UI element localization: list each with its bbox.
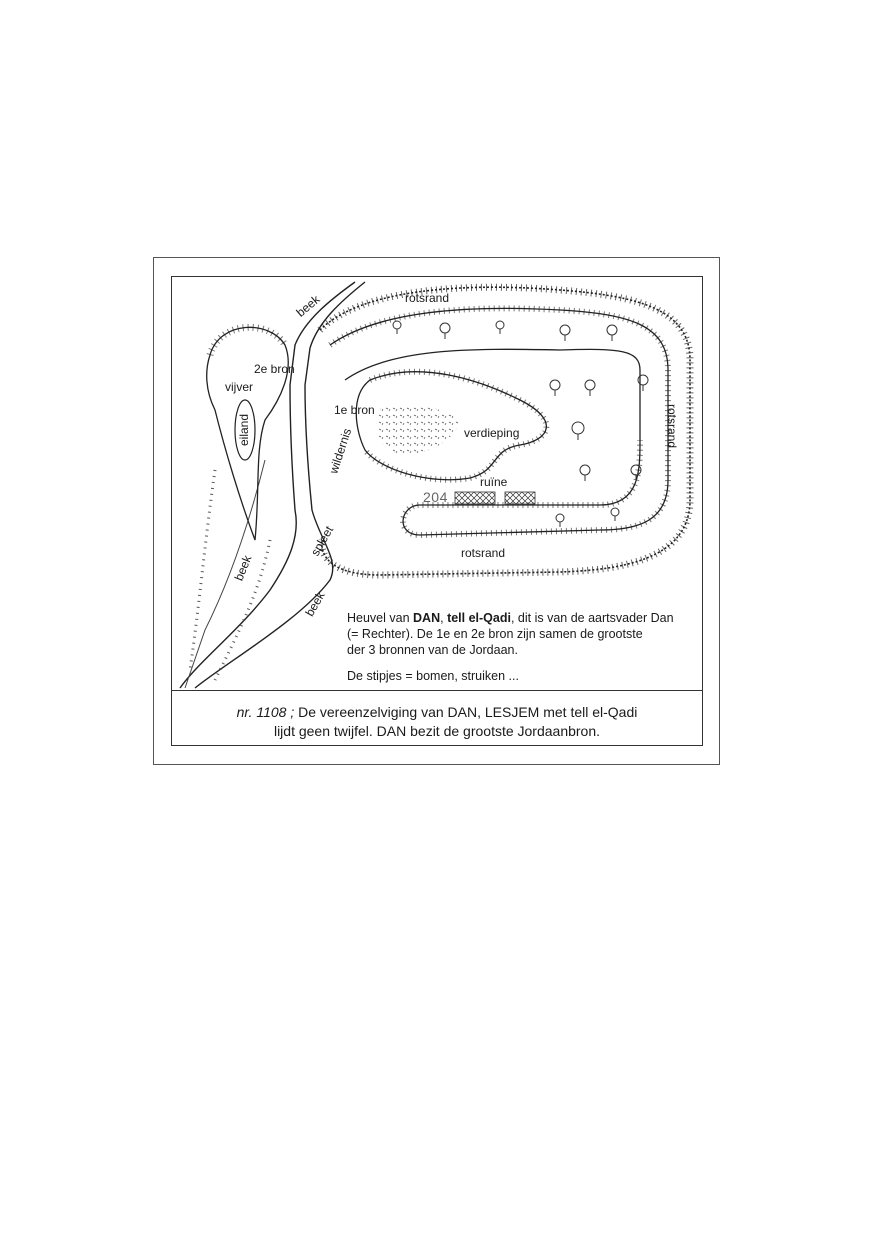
caption-number: nr. 1108 ; <box>236 704 295 720</box>
ruin-block-2 <box>505 492 535 504</box>
label-beek-bottom: beek <box>302 589 328 619</box>
label-number-204: 204 <box>423 489 448 505</box>
label-1e-bron: 1e bron <box>334 403 375 417</box>
description-line-1-post: , dit is van de aartsvader Dan <box>510 611 674 625</box>
stream-top <box>290 282 355 385</box>
label-verdieping: verdieping <box>464 426 520 440</box>
label-rotsrand-top: rotsrand <box>405 291 450 305</box>
label-2e-bron: 2e bron <box>254 362 295 376</box>
description-line-4: De stipjes = bomen, struiken ... <box>347 669 519 683</box>
stream-bank-west <box>185 460 265 688</box>
ruin-block-1 <box>455 492 495 504</box>
description-line-1-pre: Heuvel van <box>347 611 414 625</box>
caption-line-1 <box>171 703 703 721</box>
label-spleet: spleet <box>307 523 337 559</box>
label-beek-top: beek <box>293 292 323 320</box>
label-vijver: vijver <box>225 380 254 394</box>
stream-main-right <box>195 385 337 688</box>
pond-hachures <box>210 327 285 355</box>
caption-line-2: lijdt geen twijfel. DAN bezit de grootste Jordaanbron. <box>273 723 601 739</box>
description-dan: DAN <box>413 611 441 625</box>
description-sep: , <box>440 611 448 625</box>
wilderness-scribble <box>376 405 460 455</box>
label-beek-left: beek <box>231 553 255 583</box>
description-tell-el-qadi: tell el-Qadi <box>447 611 511 625</box>
label-eiland: eiland <box>237 413 252 447</box>
description-line-2: (= Rechter). De 1e en 2e bron zijn samen de grootste <box>347 627 643 641</box>
caption-line-1-rest: De vereenzelviging van DAN, LESJEM met tell el-Qadi <box>294 704 638 720</box>
label-rotsrand-bottom: rotsrand <box>461 546 506 560</box>
label-wildernis: wildernis <box>326 426 355 476</box>
label-rotsrand-right: rotsrand <box>665 403 680 449</box>
description-line-1 <box>347 611 674 627</box>
dotted-bank <box>190 470 215 670</box>
label-ruine: ruïne <box>480 475 508 489</box>
description-line-3: der 3 bronnen van de Jordaan. <box>347 643 518 657</box>
